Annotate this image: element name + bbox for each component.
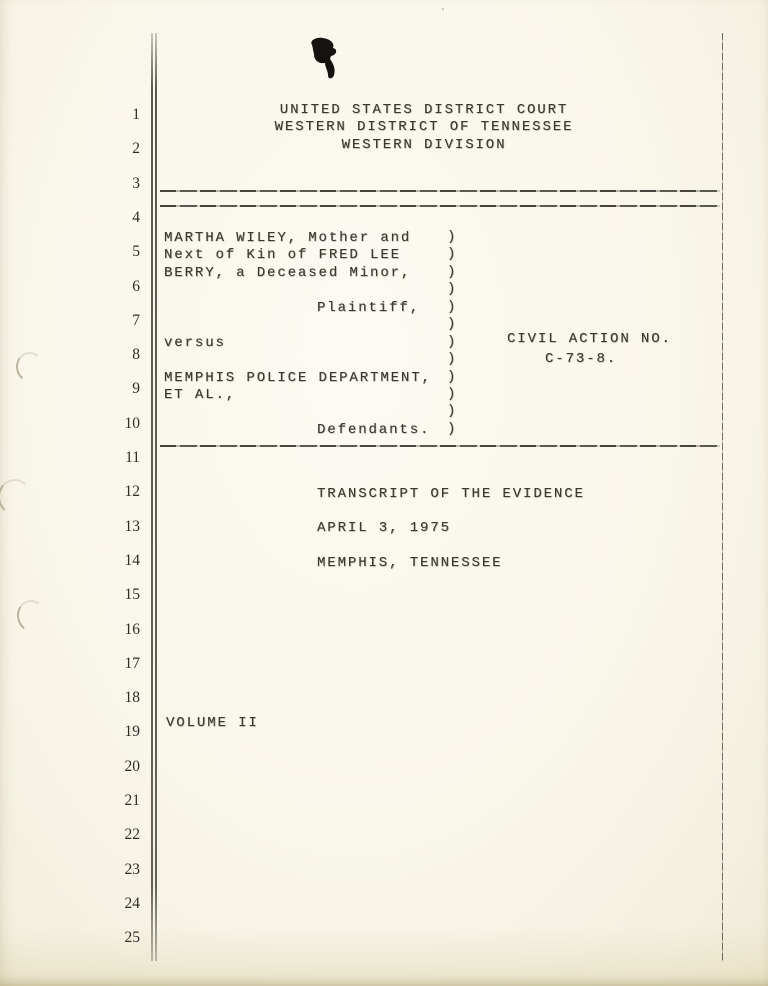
caption-defendants-label: Defendants. xyxy=(317,421,431,438)
caption-row xyxy=(164,264,484,281)
caption-paren: ) xyxy=(447,368,458,385)
caption-paren: ) xyxy=(447,298,458,315)
court-header xyxy=(160,102,688,154)
line-number: 1 xyxy=(132,106,140,123)
caption-paren: ) xyxy=(447,263,458,280)
caption-row xyxy=(164,369,484,386)
case-number-value: C-73-8. xyxy=(545,351,618,367)
caption-divider xyxy=(160,445,720,447)
line-number: 18 xyxy=(124,689,140,707)
header-divider-top xyxy=(160,190,720,192)
header-divider-bottom xyxy=(160,205,720,207)
transcript-title: TRANSCRIPT OF THE EVIDENCE xyxy=(317,486,585,502)
caption-row xyxy=(164,229,484,246)
punch-hole-icon xyxy=(14,350,46,384)
caption-versus-label: versus xyxy=(164,334,226,351)
line-number: 21 xyxy=(124,792,140,809)
line-number: 6 xyxy=(132,277,140,295)
line-number: 8 xyxy=(132,346,140,364)
transcript-location: MEMPHIS, TENNESSEE xyxy=(317,554,503,571)
line-number: 15 xyxy=(124,586,140,604)
punch-hole-icon xyxy=(14,598,48,635)
case-number-block xyxy=(507,330,672,369)
caption-row xyxy=(164,351,484,368)
line-number: 22 xyxy=(124,826,140,844)
line-number: 13 xyxy=(124,517,140,535)
court-district: WESTERN DISTRICT OF TENNESSEE xyxy=(274,119,574,136)
caption-paren: ) xyxy=(447,351,458,368)
ink-blot xyxy=(303,36,347,88)
line-number: 3 xyxy=(132,174,140,192)
line-number: 16 xyxy=(124,620,140,638)
case-caption xyxy=(164,229,484,438)
caption-paren: ) xyxy=(447,229,458,245)
caption-paren: ) xyxy=(447,385,458,402)
line-number: 7 xyxy=(132,311,140,329)
punch-hole-icon xyxy=(0,478,33,516)
caption-row xyxy=(164,316,484,333)
caption-text: MARTHA WILEY, Mother and xyxy=(164,230,412,246)
line-number: 19 xyxy=(124,723,140,741)
caption-text: ET AL., xyxy=(164,386,237,403)
caption-row xyxy=(164,386,484,403)
line-number: 5 xyxy=(132,243,140,261)
caption-row xyxy=(164,334,484,351)
line-number: 2 xyxy=(132,140,140,158)
line-number: 25 xyxy=(124,929,140,947)
caption-row xyxy=(164,299,484,316)
caption-paren: ) xyxy=(447,420,458,437)
caption-text: Next of Kin of FRED LEE xyxy=(164,247,401,264)
volume-label: VOLUME II xyxy=(166,715,259,731)
right-margin-rule xyxy=(722,33,723,961)
court-name: UNITED STATES DISTRICT COURT xyxy=(279,102,569,118)
line-number: 11 xyxy=(125,449,140,466)
caption-paren: ) xyxy=(447,333,458,350)
line-number: 4 xyxy=(132,208,140,226)
caption-text: BERRY, a Deceased Minor, xyxy=(164,264,412,281)
line-number: 12 xyxy=(124,483,140,501)
caption-paren: ) xyxy=(447,316,458,333)
line-number: 24 xyxy=(124,894,140,912)
caption-paren: ) xyxy=(447,246,458,263)
line-number: 20 xyxy=(124,757,140,775)
caption-row xyxy=(164,246,484,263)
line-number: 23 xyxy=(124,860,140,878)
left-margin-rule-inner xyxy=(155,33,157,961)
caption-row xyxy=(164,421,484,438)
caption-paren: ) xyxy=(447,403,458,420)
caption-row xyxy=(164,281,484,298)
transcript-date: APRIL 3, 1975 xyxy=(317,520,451,537)
line-number: 14 xyxy=(124,551,140,569)
case-number-label: CIVIL ACTION NO. xyxy=(507,331,672,347)
line-number: 9 xyxy=(132,380,140,398)
line-number: 10 xyxy=(124,414,140,432)
left-margin-rule-outer xyxy=(151,33,153,961)
caption-defendant-name: MEMPHIS POLICE DEPARTMENT, xyxy=(164,369,432,386)
caption-row xyxy=(164,403,484,420)
caption-plaintiff-label: Plaintiff, xyxy=(317,299,421,316)
court-division: WESTERN DIVISION xyxy=(341,136,507,153)
transcript-title-block xyxy=(317,477,585,580)
caption-paren: ) xyxy=(447,281,458,298)
scan-speck: ’ xyxy=(441,6,445,18)
line-number: 17 xyxy=(124,654,140,672)
